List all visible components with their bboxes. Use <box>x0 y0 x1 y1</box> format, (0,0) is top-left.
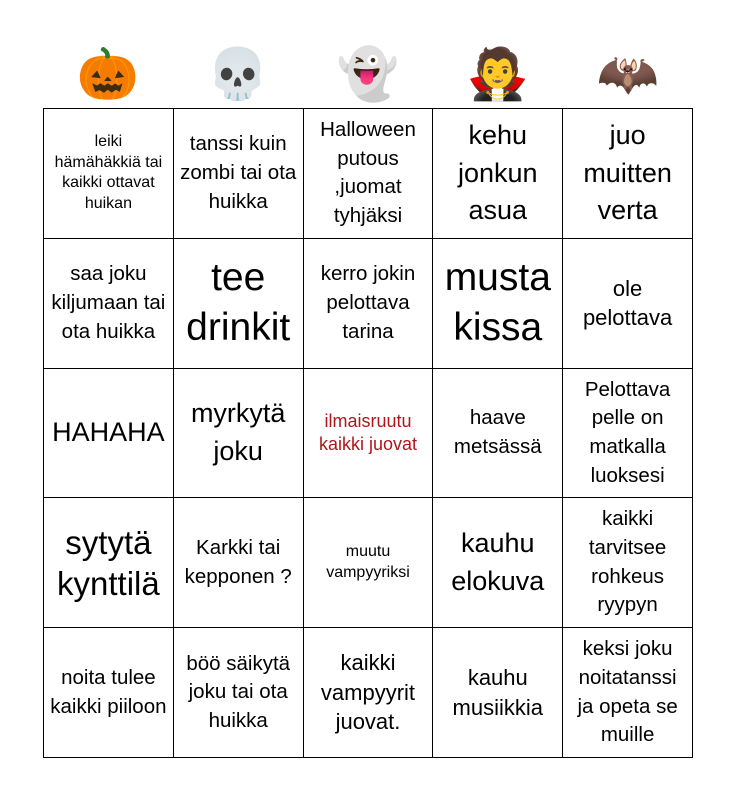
cell-text: kerro jokin pelottava tarina <box>320 262 416 343</box>
bingo-cell[interactable] <box>304 628 434 758</box>
vampire-icon: 🧛 <box>466 45 530 103</box>
header-row <box>43 40 693 108</box>
cell-text: juo muitten verta <box>583 119 672 226</box>
bingo-cell[interactable] <box>563 239 693 369</box>
bingo-cell[interactable] <box>563 498 693 628</box>
bingo-cell[interactable] <box>433 498 563 628</box>
cell-text: saa joku kiljumaan tai ota huikka <box>51 262 166 343</box>
cell-text: myrkytä joku <box>190 398 286 466</box>
bingo-cell[interactable] <box>433 369 563 499</box>
cell-text: böö säikytä joku tai ota huikka <box>186 651 291 732</box>
bingo-cell[interactable] <box>174 369 304 499</box>
cell-text: HAHAHA <box>52 417 165 448</box>
bingo-cell[interactable] <box>304 109 434 239</box>
cell-text: kaikki vampyyrit juovat. <box>320 650 416 735</box>
cell-text: ole pelottava <box>582 275 673 331</box>
cell-text: keksi joku noitatanssi ja opeta se muille <box>577 637 678 747</box>
bingo-board <box>43 108 693 758</box>
bingo-cell[interactable] <box>174 109 304 239</box>
bingo-cell[interactable] <box>304 239 434 369</box>
cell-text: leiki hämähäkkiä tai kaikki ottavat huikan <box>54 132 163 213</box>
cell-text: kauhu musiikkia <box>452 664 544 720</box>
bingo-cell[interactable] <box>563 109 693 239</box>
cell-text: haave metsässä <box>453 406 542 458</box>
free-space-cell[interactable] <box>304 369 434 499</box>
bingo-cell[interactable] <box>174 628 304 758</box>
bingo-cell[interactable] <box>433 628 563 758</box>
bingo-cell[interactable] <box>44 239 174 369</box>
bingo-cell[interactable] <box>433 239 563 369</box>
cell-text: Halloween putous ,juomat tyhjäksi <box>320 118 416 228</box>
bingo-cell[interactable] <box>44 628 174 758</box>
bat-icon: 🦇 <box>596 45 660 103</box>
pumpkin-icon: 🎃 <box>76 45 140 103</box>
bingo-cell[interactable] <box>44 498 174 628</box>
cell-text: kehu jonkun asua <box>458 119 538 226</box>
cell-text: Pelottava pelle on matkalla luoksesi <box>584 377 671 487</box>
bingo-cell[interactable] <box>563 369 693 499</box>
cell-text: Karkki tai kepponen ? <box>184 536 292 588</box>
cell-text: muutu vampyyriksi <box>326 542 410 581</box>
bingo-cell[interactable] <box>433 109 563 239</box>
cell-text: noita tulee kaikki piiloon <box>50 665 167 718</box>
skull-icon: 💀 <box>206 45 270 103</box>
bingo-cell[interactable] <box>174 498 304 628</box>
cell-text: kauhu elokuva <box>451 527 545 596</box>
cell-text: sytytä kynttilä <box>57 523 160 602</box>
bingo-cell[interactable] <box>44 369 174 499</box>
cell-text: tanssi kuin zombi tai ota huikka <box>180 132 297 213</box>
cell-text: tee drinkit <box>186 255 291 350</box>
cell-text: kaikki tarvitsee rohkeus ryypyn <box>588 507 667 617</box>
ghost-icon: 👻 <box>336 45 400 103</box>
bingo-cell[interactable] <box>44 109 174 239</box>
bingo-cell[interactable] <box>304 498 434 628</box>
cell-text: musta kissa <box>444 255 551 350</box>
bingo-cell[interactable] <box>563 628 693 758</box>
bingo-cell[interactable] <box>174 239 304 369</box>
cell-text: ilmaisruutu kaikki juovat <box>318 410 418 454</box>
